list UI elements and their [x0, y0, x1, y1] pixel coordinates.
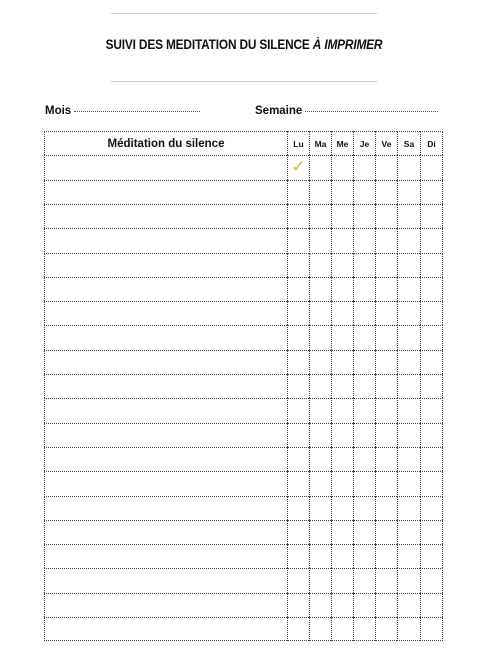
table-row [44, 471, 443, 495]
table-row [44, 593, 443, 617]
day-checkbox-ma[interactable] [309, 471, 331, 495]
day-checkbox-ve[interactable] [375, 617, 397, 641]
day-checkbox-sa[interactable] [397, 520, 420, 544]
day-checkbox-ma[interactable] [309, 593, 331, 617]
day-checkbox-ma[interactable] [309, 253, 331, 277]
header-meditation: Méditation du silence [44, 131, 287, 155]
day-checkbox-ma[interactable] [309, 520, 331, 544]
day-checkbox-ma[interactable] [309, 447, 331, 471]
day-checkbox-sa[interactable] [397, 277, 420, 301]
day-checkbox-di[interactable] [420, 301, 443, 325]
day-checkbox-lu[interactable] [287, 325, 309, 349]
day-checkbox-me[interactable] [331, 423, 353, 447]
day-checkbox-sa[interactable] [397, 471, 420, 495]
day-checkbox-sa[interactable] [397, 374, 420, 398]
mois-dotted-line[interactable] [74, 111, 200, 112]
day-checkbox-je[interactable] [353, 350, 375, 374]
top-accent-line [111, 13, 377, 14]
table-row [44, 204, 443, 228]
day-checkbox-sa[interactable] [397, 204, 420, 228]
activity-cell[interactable] [44, 423, 287, 447]
day-checkbox-sa[interactable] [397, 447, 420, 471]
day-checkbox-di[interactable] [420, 204, 443, 228]
day-checkbox-me[interactable] [331, 568, 353, 592]
day-checkbox-ve[interactable] [375, 568, 397, 592]
day-checkbox-me[interactable] [331, 374, 353, 398]
day-checkbox-lu[interactable] [287, 301, 309, 325]
tracker-table [44, 131, 443, 641]
day-checkbox-di[interactable] [420, 350, 443, 374]
day-checkbox-lu[interactable] [287, 228, 309, 252]
day-checkbox-lu[interactable] [287, 447, 309, 471]
day-checkbox-di[interactable] [420, 228, 443, 252]
activity-cell[interactable] [44, 520, 287, 544]
day-checkbox-sa[interactable] [397, 423, 420, 447]
table-row [44, 496, 443, 520]
day-checkbox-je[interactable] [353, 593, 375, 617]
day-checkbox-di[interactable] [420, 180, 443, 204]
day-checkbox-me[interactable] [331, 228, 353, 252]
day-checkbox-me[interactable] [331, 520, 353, 544]
day-checkbox-ma[interactable] [309, 350, 331, 374]
day-checkbox-je[interactable] [353, 325, 375, 349]
day-checkbox-sa[interactable] [397, 350, 420, 374]
day-checkbox-lu[interactable] [287, 204, 309, 228]
table-header-row [44, 131, 443, 155]
day-checkbox-sa[interactable] [397, 496, 420, 520]
table-row [44, 325, 443, 349]
day-checkbox-me[interactable] [331, 593, 353, 617]
day-checkbox-di[interactable] [420, 617, 443, 641]
day-checkbox-ma[interactable] [309, 180, 331, 204]
activity-cell[interactable] [44, 544, 287, 568]
day-checkbox-sa[interactable] [397, 568, 420, 592]
day-checkbox-ve[interactable] [375, 350, 397, 374]
day-checkbox-sa[interactable] [397, 325, 420, 349]
day-checkbox-ve[interactable] [375, 447, 397, 471]
day-checkbox-di[interactable] [420, 277, 443, 301]
day-checkbox-di[interactable] [420, 253, 443, 277]
day-checkbox-je[interactable] [353, 496, 375, 520]
table-row [44, 520, 443, 544]
header-day-lu: Lu [287, 131, 309, 155]
day-checkbox-ma[interactable] [309, 398, 331, 422]
day-checkbox-je[interactable] [353, 520, 375, 544]
day-checkbox-ma[interactable] [309, 544, 331, 568]
mois-label: Mois [45, 105, 72, 117]
semaine-label: Semaine [255, 105, 303, 117]
activity-cell[interactable] [44, 180, 287, 204]
day-checkbox-lu[interactable] [287, 350, 309, 374]
day-checkbox-je[interactable] [353, 253, 375, 277]
day-checkbox-ma[interactable] [309, 568, 331, 592]
day-checkbox-me[interactable] [331, 277, 353, 301]
day-checkbox-me[interactable] [331, 253, 353, 277]
day-checkbox-ve[interactable] [375, 593, 397, 617]
day-checkbox-lu[interactable] [287, 496, 309, 520]
activity-cell[interactable] [44, 617, 287, 641]
day-checkbox-ve[interactable] [375, 520, 397, 544]
day-checkbox-je[interactable] [353, 228, 375, 252]
day-checkbox-sa[interactable] [397, 155, 420, 179]
day-checkbox-je[interactable] [353, 155, 375, 179]
day-checkbox-sa[interactable] [397, 228, 420, 252]
day-checkbox-ma[interactable] [309, 617, 331, 641]
header-day-me: Me [331, 131, 353, 155]
table-row [44, 374, 443, 398]
day-checkbox-je[interactable] [353, 398, 375, 422]
day-checkbox-ve[interactable] [375, 301, 397, 325]
day-checkbox-ma[interactable] [309, 301, 331, 325]
table-row [44, 544, 443, 568]
table-row [44, 180, 443, 204]
day-checkbox-je[interactable] [353, 374, 375, 398]
day-checkbox-ve[interactable] [375, 374, 397, 398]
day-checkbox-je[interactable] [353, 471, 375, 495]
checkmark-icon: ✓ [291, 157, 306, 178]
table-row [44, 301, 443, 325]
day-checkbox-je[interactable] [353, 544, 375, 568]
day-checkbox-ve[interactable] [375, 277, 397, 301]
mois-field[interactable] [45, 101, 200, 117]
day-checkbox-di[interactable] [420, 471, 443, 495]
day-checkbox-lu[interactable] [287, 180, 309, 204]
day-checkbox-di[interactable] [420, 568, 443, 592]
page-title [29, 37, 458, 52]
header-day-di: Di [420, 131, 443, 155]
table-row [44, 155, 443, 179]
day-checkbox-me[interactable] [331, 496, 353, 520]
day-checkbox-me[interactable] [331, 617, 353, 641]
day-checkbox-ve[interactable] [375, 544, 397, 568]
day-checkbox-je[interactable] [353, 204, 375, 228]
page-title-emphasis: À IMPRIMER [312, 37, 383, 52]
day-checkbox-di[interactable] [420, 374, 443, 398]
day-checkbox-je[interactable] [353, 277, 375, 301]
header-day-sa: Sa [397, 131, 420, 155]
day-checkbox-lu[interactable] [287, 593, 309, 617]
day-checkbox-ma[interactable] [309, 155, 331, 179]
day-checkbox-je[interactable] [353, 447, 375, 471]
day-checkbox-di[interactable] [420, 496, 443, 520]
day-checkbox-di[interactable] [420, 447, 443, 471]
semaine-dotted-line[interactable] [305, 111, 438, 112]
day-checkbox-sa[interactable] [397, 398, 420, 422]
day-checkbox-sa[interactable] [397, 180, 420, 204]
day-checkbox-di[interactable] [420, 155, 443, 179]
day-checkbox-ma[interactable] [309, 228, 331, 252]
activity-cell[interactable] [44, 325, 287, 349]
day-checkbox-lu[interactable] [287, 155, 309, 179]
day-checkbox-sa[interactable] [397, 544, 420, 568]
day-checkbox-ma[interactable] [309, 374, 331, 398]
table-row [44, 617, 443, 641]
day-checkbox-ve[interactable] [375, 204, 397, 228]
day-checkbox-ve[interactable] [375, 253, 397, 277]
day-checkbox-ve[interactable] [375, 398, 397, 422]
day-checkbox-sa[interactable] [397, 593, 420, 617]
header-day-ve: Ve [375, 131, 397, 155]
day-checkbox-di[interactable] [420, 325, 443, 349]
day-checkbox-ve[interactable] [375, 180, 397, 204]
day-checkbox-ve[interactable] [375, 496, 397, 520]
day-checkbox-sa[interactable] [397, 617, 420, 641]
day-checkbox-ma[interactable] [309, 496, 331, 520]
day-checkbox-je[interactable] [353, 301, 375, 325]
day-checkbox-je[interactable] [353, 568, 375, 592]
day-checkbox-di[interactable] [420, 423, 443, 447]
day-checkbox-ma[interactable] [309, 325, 331, 349]
activity-cell[interactable] [44, 496, 287, 520]
day-checkbox-lu[interactable] [287, 617, 309, 641]
activity-cell[interactable] [44, 253, 287, 277]
day-checkbox-ma[interactable] [309, 277, 331, 301]
day-checkbox-di[interactable] [420, 544, 443, 568]
day-checkbox-lu[interactable] [287, 253, 309, 277]
day-checkbox-ve[interactable] [375, 155, 397, 179]
day-checkbox-je[interactable] [353, 617, 375, 641]
day-checkbox-di[interactable] [420, 520, 443, 544]
header-day-ma: Ma [309, 131, 331, 155]
day-checkbox-lu[interactable] [287, 544, 309, 568]
semaine-field[interactable] [255, 101, 438, 117]
activity-cell[interactable] [44, 301, 287, 325]
bottom-accent-line [111, 81, 377, 82]
day-checkbox-lu[interactable] [287, 374, 309, 398]
activity-cell[interactable] [44, 374, 287, 398]
day-checkbox-me[interactable] [331, 301, 353, 325]
day-checkbox-di[interactable] [420, 593, 443, 617]
day-checkbox-lu[interactable] [287, 471, 309, 495]
table-row [44, 350, 443, 374]
day-checkbox-lu[interactable] [287, 520, 309, 544]
day-checkbox-lu[interactable] [287, 398, 309, 422]
activity-cell[interactable] [44, 204, 287, 228]
activity-cell[interactable] [44, 447, 287, 471]
table-row [44, 423, 443, 447]
activity-cell[interactable] [44, 593, 287, 617]
activity-cell[interactable] [44, 568, 287, 592]
header-day-je: Je [353, 131, 375, 155]
day-checkbox-ve[interactable] [375, 471, 397, 495]
day-checkbox-me[interactable] [331, 471, 353, 495]
day-checkbox-sa[interactable] [397, 301, 420, 325]
day-checkbox-ma[interactable] [309, 204, 331, 228]
day-checkbox-me[interactable] [331, 544, 353, 568]
day-checkbox-me[interactable] [331, 350, 353, 374]
day-checkbox-me[interactable] [331, 447, 353, 471]
day-checkbox-ve[interactable] [375, 228, 397, 252]
activity-cell[interactable] [44, 277, 287, 301]
day-checkbox-ve[interactable] [375, 423, 397, 447]
day-checkbox-lu[interactable] [287, 568, 309, 592]
page-title-main: SUIVI DES MEDITATION DU SILENCE [105, 37, 313, 52]
day-checkbox-me[interactable] [331, 325, 353, 349]
day-checkbox-ma[interactable] [309, 423, 331, 447]
day-checkbox-me[interactable] [331, 398, 353, 422]
activity-cell[interactable] [44, 350, 287, 374]
table-row [44, 228, 443, 252]
table-row [44, 277, 443, 301]
table-row [44, 568, 443, 592]
activity-cell[interactable] [44, 471, 287, 495]
day-checkbox-me[interactable] [331, 204, 353, 228]
table-row [44, 398, 443, 422]
day-checkbox-je[interactable] [353, 180, 375, 204]
activity-cell[interactable] [44, 155, 287, 179]
day-checkbox-sa[interactable] [397, 253, 420, 277]
day-checkbox-je[interactable] [353, 423, 375, 447]
day-checkbox-lu[interactable] [287, 423, 309, 447]
day-checkbox-me[interactable] [331, 180, 353, 204]
table-row [44, 447, 443, 471]
activity-cell[interactable] [44, 228, 287, 252]
table-row [44, 253, 443, 277]
day-checkbox-lu[interactable] [287, 277, 309, 301]
activity-cell[interactable] [44, 398, 287, 422]
day-checkbox-di[interactable] [420, 398, 443, 422]
day-checkbox-me[interactable] [331, 155, 353, 179]
day-checkbox-ve[interactable] [375, 325, 397, 349]
